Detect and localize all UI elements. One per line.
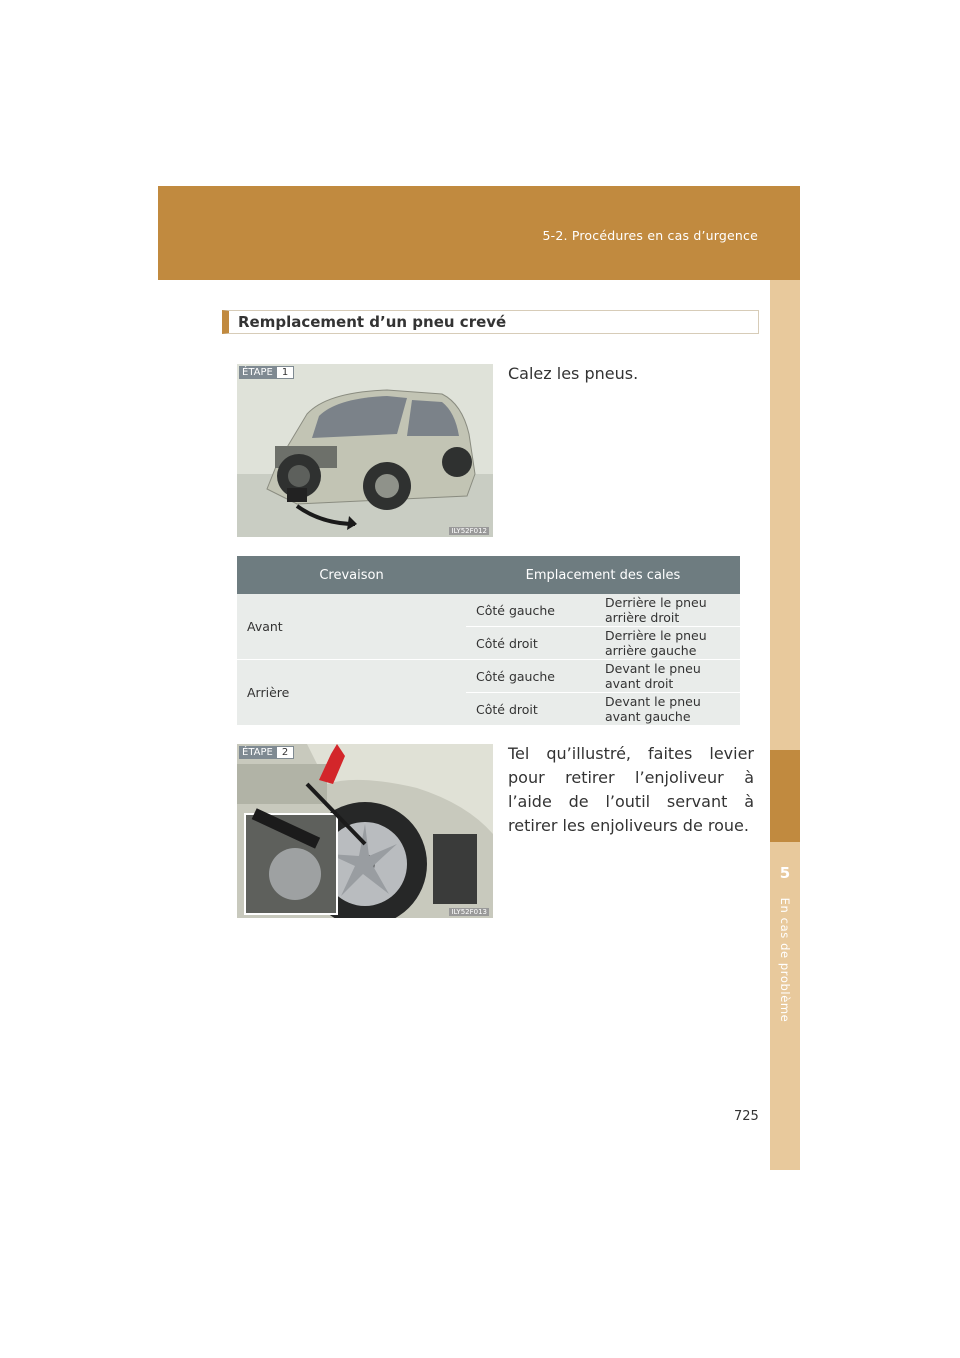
section-title bbox=[222, 310, 759, 334]
step-number: 2 bbox=[276, 746, 294, 759]
step-label: ÉTAPE bbox=[239, 746, 276, 759]
chapter-number: 5 bbox=[779, 864, 791, 882]
header-emplacement: Emplacement des cales bbox=[466, 556, 740, 594]
section-title-text: Remplacement d’un pneu crevé bbox=[238, 313, 507, 331]
step-1-illustration bbox=[237, 364, 493, 537]
page-number: 725 bbox=[734, 1109, 759, 1124]
table-row bbox=[237, 660, 740, 693]
section-header: 5-2. Procédures en cas d’urgence bbox=[542, 228, 758, 243]
row-side: Côté gauche bbox=[466, 594, 595, 627]
suv-chock-image bbox=[237, 364, 493, 537]
row-location: Devant le pneu avant gauche bbox=[595, 693, 740, 726]
row-side: Côté droit bbox=[466, 627, 595, 660]
row-location: Derrière le pneu arrière droit bbox=[595, 594, 740, 627]
step-1-badge bbox=[239, 366, 294, 379]
row-side: Côté gauche bbox=[466, 660, 595, 693]
image-code: ILY52F013 bbox=[451, 908, 487, 916]
header-crevaison: Crevaison bbox=[237, 556, 466, 594]
row-location: Derrière le pneu arrière gauche bbox=[595, 627, 740, 660]
table-header-row bbox=[237, 556, 740, 594]
row-location: Devant le pneu avant droit bbox=[595, 660, 740, 693]
chock-location-table bbox=[237, 556, 740, 726]
step-2-illustration bbox=[237, 744, 493, 918]
group-avant: Avant bbox=[237, 594, 466, 660]
image-code: ILY52F012 bbox=[451, 527, 487, 535]
step-label: ÉTAPE bbox=[239, 366, 276, 379]
group-arriere: Arrière bbox=[237, 660, 466, 726]
row-side: Côté droit bbox=[466, 693, 595, 726]
chapter-title: En cas de problème bbox=[778, 897, 792, 1023]
table-row bbox=[237, 594, 740, 627]
chapter-tab bbox=[770, 750, 800, 842]
step-2-text: Tel qu’illustré, faites levier pour retirer l’enjoliveur à l’aide de l’outil servant à retirer les enjoliveurs de roue. bbox=[508, 744, 754, 835]
step-2-badge bbox=[239, 746, 294, 759]
wheel-cap-image bbox=[237, 744, 493, 918]
header-bar bbox=[158, 186, 800, 280]
side-tab-strip bbox=[770, 280, 800, 1170]
step-number: 1 bbox=[276, 366, 294, 379]
step-1-text: Calez les pneus. bbox=[508, 364, 639, 383]
